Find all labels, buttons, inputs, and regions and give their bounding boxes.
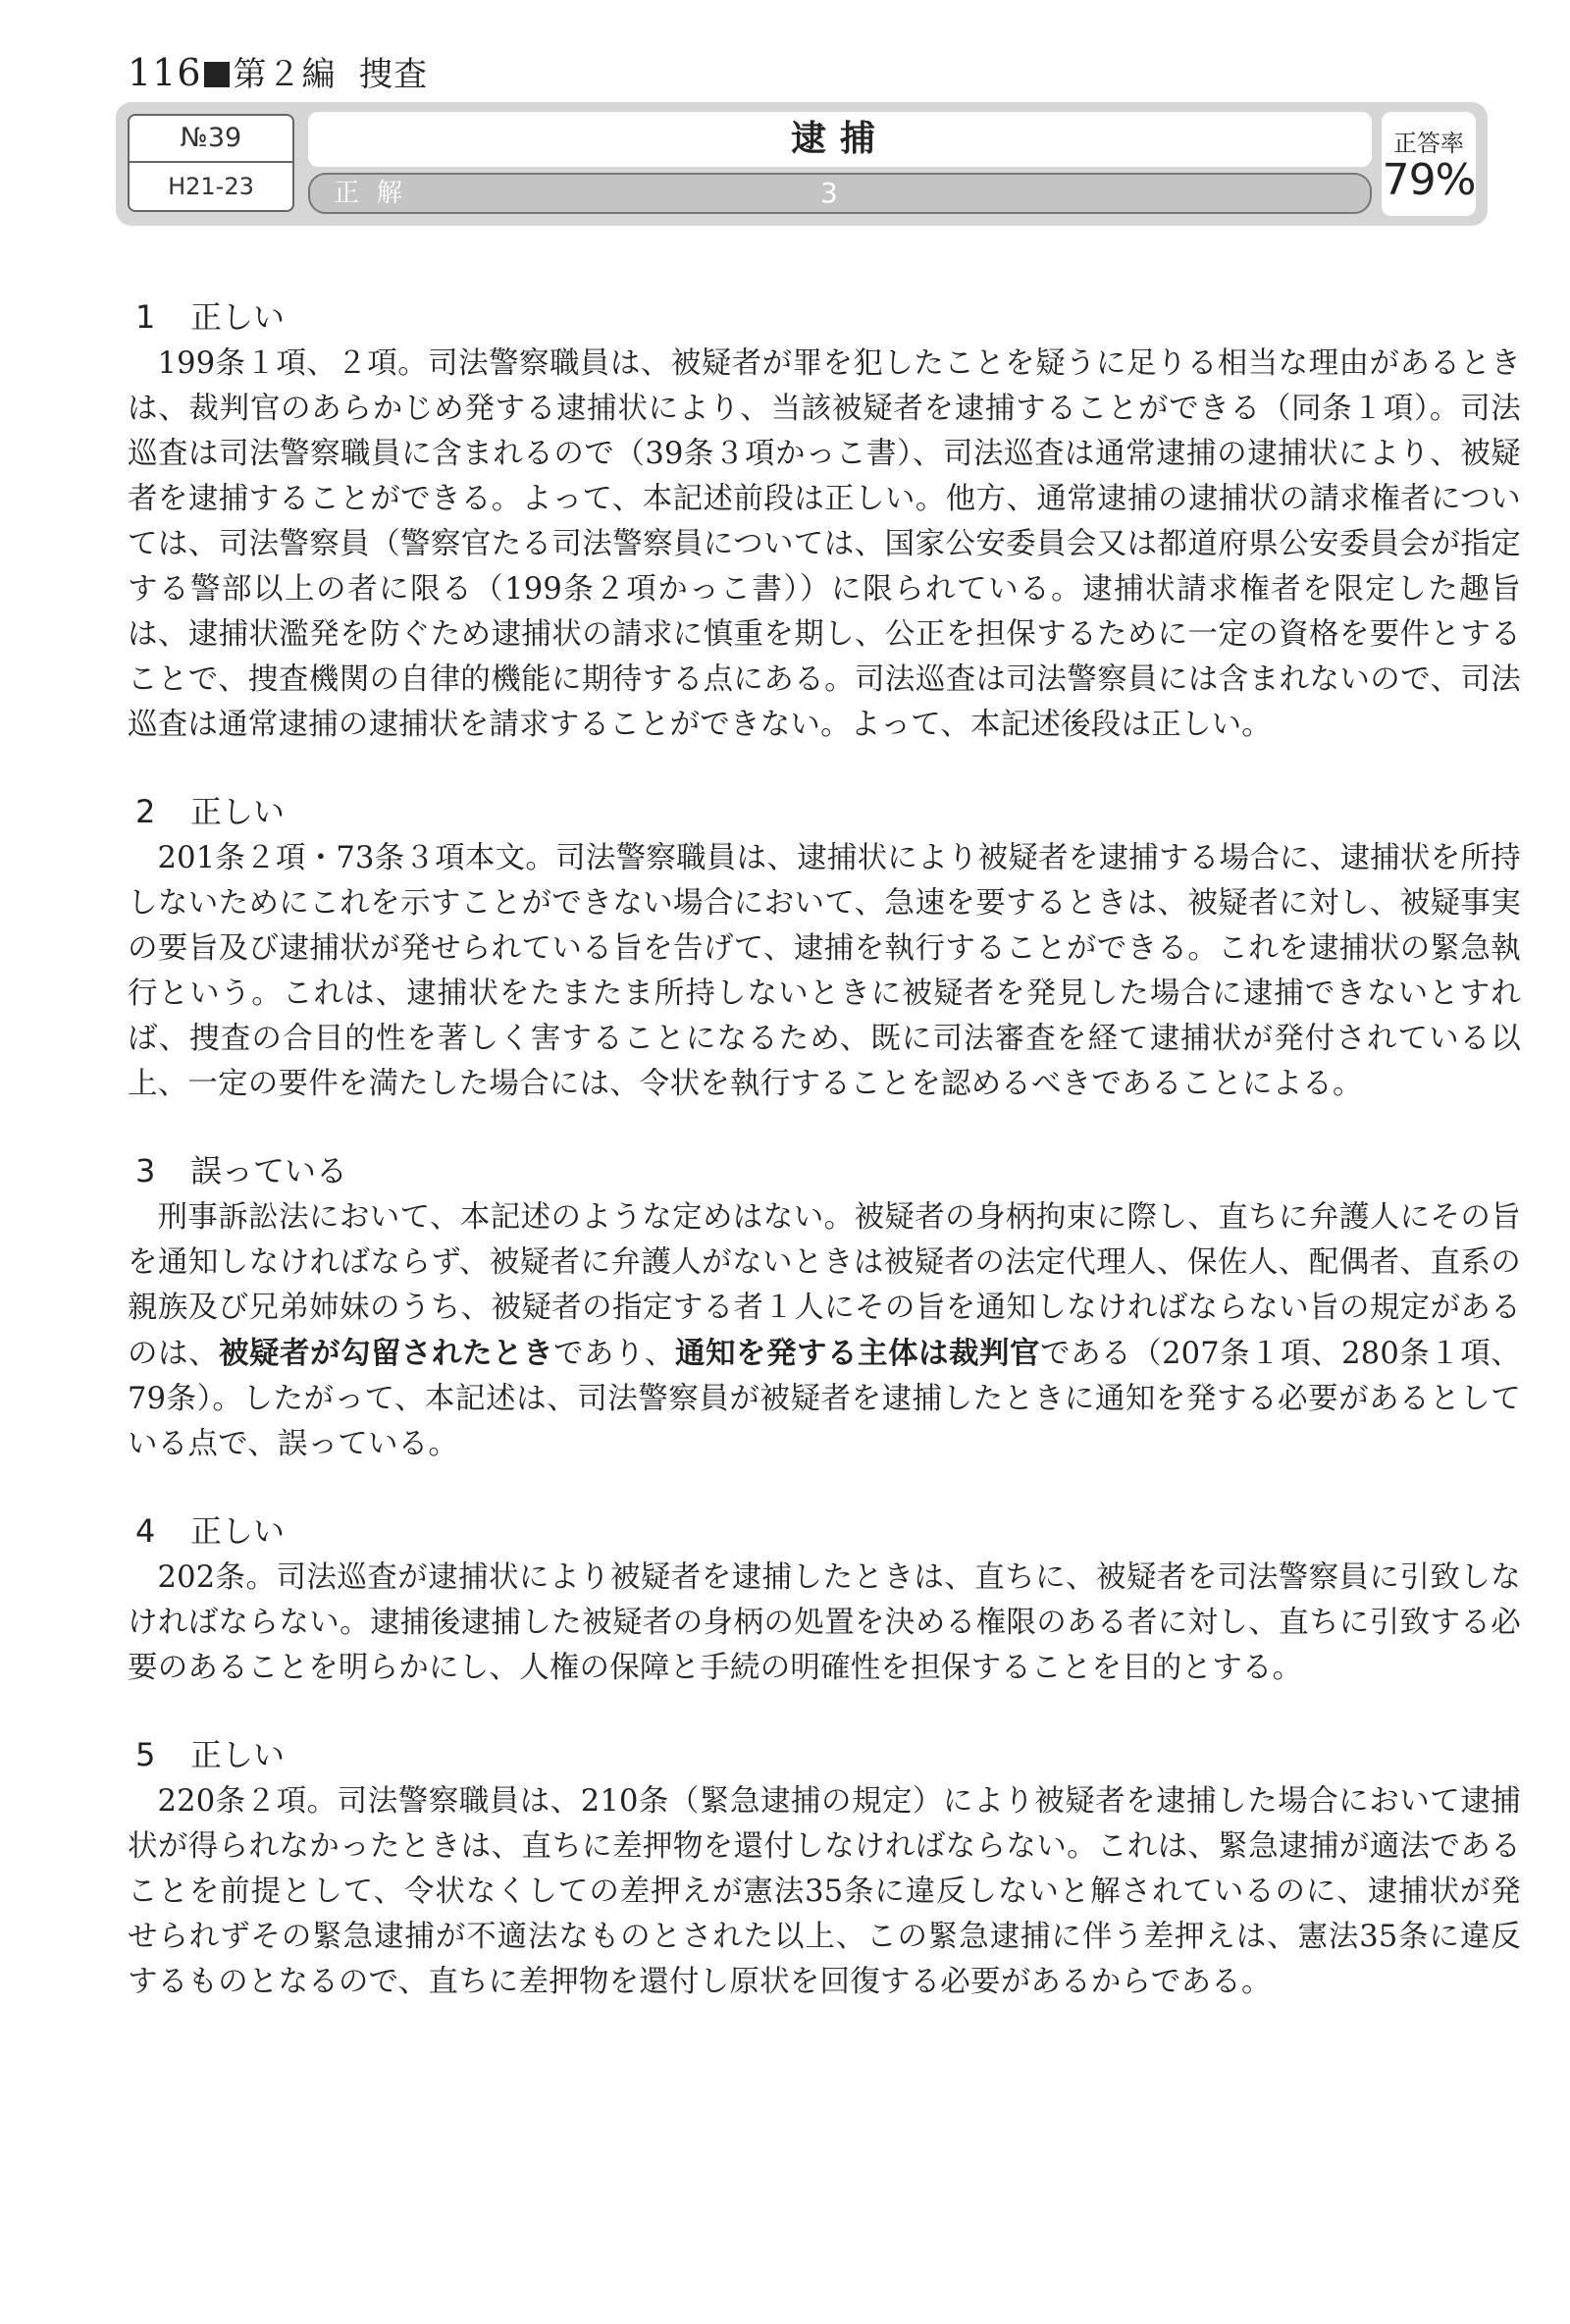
chapter-label: 捜査 (359, 55, 429, 94)
emphasis-text: 被疑者が勾留されたとき (219, 1336, 554, 1371)
item-verdict: 誤っている (190, 1152, 348, 1189)
question-number: №39 (128, 114, 294, 163)
part-label: 第２編 (233, 55, 337, 94)
item-verdict: 正しい (190, 298, 286, 336)
running-head (128, 47, 428, 95)
explanation-item-1 (128, 294, 1521, 748)
explanation-item-3 (128, 1148, 1521, 1467)
question-header (116, 102, 1488, 226)
page-number: 116 (128, 51, 202, 94)
explanation-item-2 (128, 789, 1521, 1107)
item-text (128, 1195, 1521, 1467)
answer-value: 3 (820, 177, 838, 209)
correct-rate-value: 79% (1382, 155, 1476, 205)
answer-label: 正解 (334, 179, 421, 208)
item-text-part: 刑事訴訟法において、本記述のような定めはない。被疑者の身柄拘束に際し、直ちに弁護人にその旨を通知しなければならず、被疑者に弁護人がないときは被疑者の法定代理人、保佐人、配偶者、直系の親族及び兄弟姉妹のうち、被疑者の指定する者１人にその旨を通知しなければならない旨の規定があるのは、 (128, 1200, 1521, 1371)
question-title: 逮捕 (308, 112, 1372, 167)
item-verdict: 正しい (190, 1736, 286, 1773)
item-heading (128, 1148, 1521, 1193)
correct-rate-box (1382, 112, 1476, 216)
item-heading (128, 1732, 1521, 1777)
item-text: 202条。司法巡査が逮捕状により被疑者を逮捕したときは、直ちに、被疑者を司法警察員に引致しなければならない。逮捕後逮捕した被疑者の身柄の処置を決める権限のある者に対し、直ちに引致する必要のあることを明らかにし、人権の保障と手続の明確性を担保することを目的とする。 (128, 1560, 1521, 1685)
item-verdict: 正しい (190, 793, 286, 830)
item-number: 3 (135, 1152, 156, 1189)
item-number: 4 (135, 1512, 156, 1550)
item-heading (128, 294, 1521, 340)
item-text-part: である（207条１項、280条１項、79条）。したがって、本記述は、司法警察員が被疑者を逮捕したときに通知を発する必要があるとしている点で、誤っている。 (128, 1337, 1522, 1461)
item-number: 2 (135, 793, 156, 830)
item-heading (128, 789, 1521, 834)
item-text: 201条２項・73条３項本文。司法警察職員は、逮捕状により被疑者を逮捕する場合に、逮捕状を所持しないためにこれを示すことができない場合において、急速を要するときは、被疑者に対し、被疑事実の要旨及び逮捕状が発せられている旨を告げて、逮捕を執行することができる。これを逮捕状の緊急執行という。これは、逮捕状をたまたま所持しないときに被疑者を発見した場合に逮捕できないとすれば、捜査の合目的性を著しく害することになるため、既に司法審査を経て逮捕状が発付されている以上、一定の要件を満たした場合には、令状を執行することを認めるべきであることによる。 (128, 841, 1521, 1101)
emphasis-text: 通知を発する主体は裁判官 (675, 1336, 1041, 1371)
question-year-code: H21-23 (128, 163, 294, 212)
item-verdict: 正しい (190, 1512, 286, 1550)
explanation-body (128, 294, 1521, 2046)
item-text: 220条２項。司法警察職員は、210条（緊急逮捕の規定）により被疑者を逮捕した場合において逮捕状が得られなかったときは、直ちに差押物を還付しなければならない。これは、緊急逮捕が適法であることを前提として、令状なくしての差押えが憲法35条に違反しないと解されているのに、逮捕状が発せられずその緊急逮捕が不適法なものとされた以上、この緊急逮捕に伴う差押えは、憲法35条に違反するものとなるので、直ちに差押物を還付し原状を回復する必要があるからである。 (128, 1784, 1521, 1999)
item-text-part: であり、 (553, 1337, 676, 1371)
item-heading (128, 1508, 1521, 1554)
explanation-item-4 (128, 1508, 1521, 1691)
correct-rate-label: 正答率 (1393, 130, 1464, 157)
answer-bar (308, 173, 1372, 214)
explanation-item-5 (128, 1732, 1521, 2005)
item-number: 1 (135, 298, 156, 336)
black-square-icon (204, 62, 230, 87)
item-number: 5 (135, 1736, 156, 1773)
item-text: 199条１項、２項。司法警察職員は、被疑者が罪を犯したことを疑うに足りる相当な理由があるときは、裁判官のあらかじめ発する逮捕状により、当該被疑者を逮捕することができる（同条１項）。司法巡査は司法警察職員に含まれるので（39条３項かっこ書）、司法巡査は通常逮捕の逮捕状により、被疑者を逮捕することができる。よって、本記述前段は正しい。他方、通常逮捕の逮捕状の請求権者については、司法警察員（警察官たる司法警察員については、国家公安委員会又は都道府県公安委員会が指定する警部以上の者に限る（199条２項かっこ書））に限られている。逮捕状請求権者を限定した趣旨は、逮捕状濫発を防ぐため逮捕状の請求に慎重を期し、公正を担保するために一定の資格を要件とすることで、捜査機関の自律的機能に期待する点にある。司法巡査は司法警察員には含まれないので、司法巡査は通常逮捕の逮捕状を請求することができない。よって、本記述後段は正しい。 (128, 346, 1521, 742)
